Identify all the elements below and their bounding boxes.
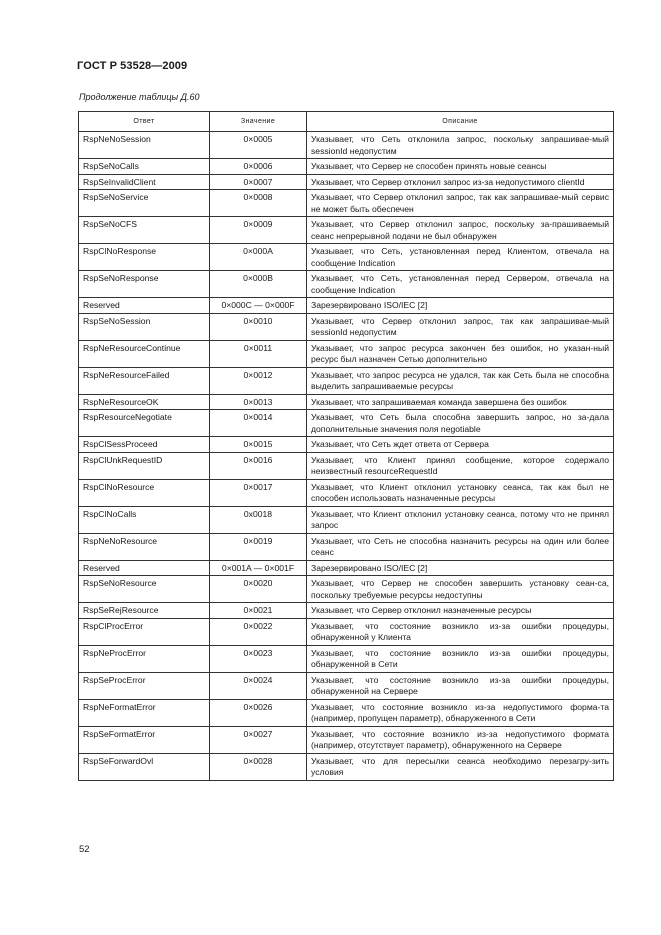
cell-response: RspNeFormatError [79, 699, 210, 726]
response-codes-table [78, 111, 614, 781]
cell-response: RspClNoResource [79, 479, 210, 506]
table-row [79, 576, 614, 603]
cell-value: 0×0024 [210, 672, 307, 699]
table-row [79, 132, 614, 159]
cell-response: RspSeNoResource [79, 576, 210, 603]
table-row [79, 190, 614, 217]
column-header-value: Значение [210, 112, 307, 132]
table-row [79, 340, 614, 367]
column-header-response: Ответ [79, 112, 210, 132]
cell-response: RspSeInvalidClient [79, 174, 210, 190]
cell-response: RspNeNoSession [79, 132, 210, 159]
table-row [79, 753, 614, 780]
cell-response: RspSeProcError [79, 672, 210, 699]
cell-value: 0×000A [210, 244, 307, 271]
cell-response: RspResourceNegotiate [79, 410, 210, 437]
cell-description: Указывает, что Клиент принял сообщение, которое содержало неизвестный resourceRequestId [307, 452, 614, 479]
cell-response: RspSeNoSession [79, 313, 210, 340]
cell-description: Зарезервировано ISO/IEC [2] [307, 560, 614, 576]
cell-response: RspSeNoService [79, 190, 210, 217]
table-header-row [79, 112, 614, 132]
cell-description: Указывает, что Сеть ждет ответа от Сервера [307, 437, 614, 453]
cell-value: 0×001A — 0×001F [210, 560, 307, 576]
cell-value: 0×0007 [210, 174, 307, 190]
cell-description: Указывает, что Сервер отклонил запрос из-за недопустимого clientId [307, 174, 614, 190]
cell-response: RspSeNoCalls [79, 159, 210, 175]
table-row [79, 645, 614, 672]
table-row [79, 271, 614, 298]
cell-value: 0×0022 [210, 618, 307, 645]
cell-response: RspSeFormatError [79, 726, 210, 753]
cell-description: Указывает, что Сеть, установленная перед Сервером, отвечала на сообщение Indication [307, 271, 614, 298]
table-row [79, 603, 614, 619]
cell-response: RspNeResourceContinue [79, 340, 210, 367]
cell-value: 0×0028 [210, 753, 307, 780]
cell-description: Указывает, что Сервер отклонил запрос, так как запрашивае-мый сервис не может быть обеспечен [307, 190, 614, 217]
cell-response: RspSeForwardOvl [79, 753, 210, 780]
cell-value: 0×0009 [210, 217, 307, 244]
cell-value: 0×0016 [210, 452, 307, 479]
table-row [79, 159, 614, 175]
table-row [79, 699, 614, 726]
cell-value: 0×0023 [210, 645, 307, 672]
cell-value: 0×0026 [210, 699, 307, 726]
table-row [79, 560, 614, 576]
cell-value: 0×0019 [210, 533, 307, 560]
cell-value: 0×0014 [210, 410, 307, 437]
table-row [79, 244, 614, 271]
cell-description: Указывает, что состояние возникло из-за ошибки процедуры, обнаруженной в Сети [307, 645, 614, 672]
cell-description: Указывает, что Клиент отклонил установку сеанса, так как был не способен использовать назначенные ресурсы [307, 479, 614, 506]
cell-value: 0×0015 [210, 437, 307, 453]
cell-description: Указывает, что Сервер отклонил запрос, так как запрашивае-мый sessionId недопустим [307, 313, 614, 340]
cell-description: Указывает, что Сервер отклонил назначенные ресурсы [307, 603, 614, 619]
cell-value: 0×0010 [210, 313, 307, 340]
cell-description: Указывает, что Сервер отклонил запрос, поскольку за-прашиваемый сеанс непрерывной подачи не был обнаружен [307, 217, 614, 244]
cell-value: 0×0013 [210, 394, 307, 410]
table-row [79, 217, 614, 244]
cell-description: Зарезервировано ISO/IEC [2] [307, 298, 614, 314]
cell-value: 0×0017 [210, 479, 307, 506]
table-row [79, 437, 614, 453]
cell-value: 0×0008 [210, 190, 307, 217]
table-row [79, 367, 614, 394]
table-row [79, 452, 614, 479]
table-row [79, 313, 614, 340]
cell-value: 0×0027 [210, 726, 307, 753]
table-caption: Продолжение таблицы Д.60 [79, 92, 200, 102]
cell-value: 0×0005 [210, 132, 307, 159]
cell-value: 0×0020 [210, 576, 307, 603]
cell-response: Reserved [79, 560, 210, 576]
cell-response: RspNeNoResource [79, 533, 210, 560]
cell-response: RspNeResourceOK [79, 394, 210, 410]
cell-description: Указывает, что Сеть была способна завершить запрос, но за-дала дополнительные значения поля negotiable [307, 410, 614, 437]
table-row [79, 394, 614, 410]
cell-value: 0×000C — 0×000F [210, 298, 307, 314]
document-title: ГОСТ Р 53528—2009 [77, 60, 188, 72]
cell-description: Указывает, что запрос ресурса закончен без ошибок, но указан-ный ресурс был назначен Сетью дополнительно [307, 340, 614, 367]
cell-response: RspClUnkRequestID [79, 452, 210, 479]
response-codes-table-container [78, 111, 613, 781]
cell-description: Указывает, что Сеть отклонила запрос, поскольку запрашивае-мый sessionId недопустим [307, 132, 614, 159]
cell-description: Указывает, что Сервер не способен принять новые сеансы [307, 159, 614, 175]
cell-response: RspSeNoCFS [79, 217, 210, 244]
table-row [79, 298, 614, 314]
cell-response: Reserved [79, 298, 210, 314]
cell-response: RspNeResourceFailed [79, 367, 210, 394]
cell-value: 0×0011 [210, 340, 307, 367]
cell-value: 0×0021 [210, 603, 307, 619]
column-header-description: Описание [307, 112, 614, 132]
table-row [79, 672, 614, 699]
cell-description: Указывает, что состояние возникло из-за ошибки процедуры, обнаруженной на Сервере [307, 672, 614, 699]
cell-response: RspClNoResponse [79, 244, 210, 271]
cell-description: Указывает, что Клиент отклонил установку сеанса, потому что не принял запрос [307, 506, 614, 533]
table-row [79, 479, 614, 506]
cell-description: Указывает, что запрос ресурса не удался, так как Сеть была не способна выделить запрашиваемые ресурсы [307, 367, 614, 394]
cell-value: 0×0006 [210, 159, 307, 175]
cell-response: RspSeRejResource [79, 603, 210, 619]
cell-value: 0x0018 [210, 506, 307, 533]
table-row [79, 506, 614, 533]
cell-value: 0×000B [210, 271, 307, 298]
cell-description: Указывает, что состояние возникло из-за ошибки процедуры, обнаруженной у Клиента [307, 618, 614, 645]
cell-response: RspClSessProceed [79, 437, 210, 453]
table-row [79, 174, 614, 190]
cell-description: Указывает, что Сервер не способен завершить установку сеан-са, поскольку требуемые ресурсы недоступны [307, 576, 614, 603]
cell-description: Указывает, что Сеть, установленная перед Клиентом, отвечала на сообщение Indication [307, 244, 614, 271]
table-row [79, 410, 614, 437]
table-row [79, 618, 614, 645]
table-row [79, 726, 614, 753]
cell-description: Указывает, что Сеть не способна назначить ресурсы на один или более сеанс [307, 533, 614, 560]
cell-response: RspClNoCalls [79, 506, 210, 533]
cell-description: Указывает, что состояние возникло из-за недопустимого форма-та (например, пропущен параметр), обнаруженного в Сети [307, 699, 614, 726]
cell-description: Указывает, что для пересылки сеанса необходимо перезагру-зить условия [307, 753, 614, 780]
cell-description: Указывает, что запрашиваемая команда завершена без ошибок [307, 394, 614, 410]
cell-description: Указывает, что состояние возникло из-за недопустимого формата (например, отсутствует параметр), обнаруженного на Сервере [307, 726, 614, 753]
cell-response: RspSeNoResponse [79, 271, 210, 298]
cell-response: RspClProcError [79, 618, 210, 645]
page-number: 52 [79, 844, 90, 855]
table-row [79, 533, 614, 560]
cell-response: RspNeProcError [79, 645, 210, 672]
cell-value: 0×0012 [210, 367, 307, 394]
